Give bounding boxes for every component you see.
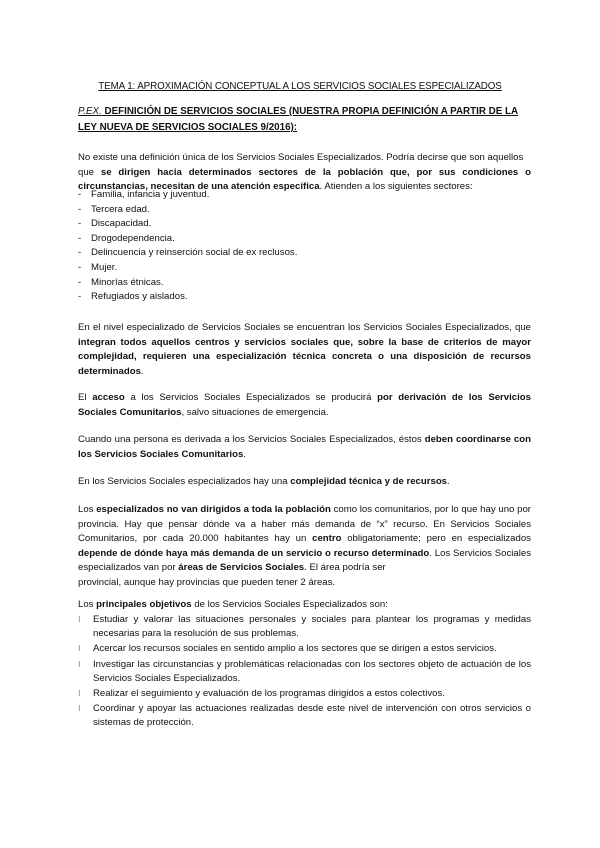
title-text: TEMA 1: APROXIMACIÓN CONCEPTUAL A LOS SERVICIOS SOCIALES ESPECIALIZADOS — [98, 81, 502, 92]
bullet-icon: ⁝ — [78, 615, 81, 624]
bullet-icon: ⁝ — [78, 644, 81, 654]
list-item: - Delincuencia y reinserción social de ex reclusos. — [78, 246, 498, 261]
list-item — [78, 687, 531, 701]
list-item — [78, 658, 531, 686]
objective-text: Realizar el seguimiento y evaluación de los programas dirigidos a estos colectivos. — [93, 688, 445, 700]
paragraph-complejidad — [78, 475, 531, 490]
esp-bold-4: áreas de Servicios Sociales — [178, 562, 305, 574]
heading-text: DEFINICIÓN DE SERVICIOS SOCIALES (NUESTRA PROPIA DEFINICIÓN A PARTIR DE LA LEY NUEVA DE SERVICIOS SOCIALES 9/2016): — [78, 106, 519, 133]
complejidad-text-1: En los Servicios Sociales especializados hay una — [78, 476, 291, 487]
page-title — [0, 81, 600, 92]
acceso-bold-1: acceso — [92, 392, 125, 403]
obj-text-2: de los Servicios Sociales Especializados son: — [191, 599, 388, 610]
intro-text-2: que — [78, 166, 101, 178]
sectors-list — [78, 188, 498, 305]
especializados-body — [78, 503, 531, 576]
derivada-bold: deben coordinarse con los Servicios Sociales Comunitarios — [78, 434, 531, 460]
esp-text-3: obligatoriamente; pero en especializados — [341, 533, 531, 545]
heading-prefix: P.EX. — [78, 106, 102, 117]
list-item: - Mujer. — [78, 261, 498, 276]
especializados-last-line: provincial, aunque hay provincias que pueden tener 2 áreas. — [78, 576, 336, 588]
nivel-bold: integran todos aquellos centros y servicios sociales que, sobre la base de criterios de mayor complejidad, requieren una especialización técnica concreta o una disposición de recursos determinados — [78, 336, 531, 377]
acceso-text-3: , salvo situaciones de emergencia. — [181, 406, 329, 418]
obj-text-1: Los — [78, 599, 97, 610]
intro-text-3: . Atienden a los siguientes sectores: — [319, 181, 473, 193]
acceso-text-1: El — [78, 392, 93, 403]
complejidad-bold: complejidad técnica y de recursos — [290, 476, 448, 487]
paragraph-acceso — [78, 391, 531, 420]
list-item — [78, 642, 531, 656]
objectives-list — [78, 613, 531, 732]
acceso-bold-2: por derivación de los Servicios Sociales Comunitarios — [78, 392, 531, 418]
complejidad-text-2: . — [447, 476, 450, 487]
paragraph-derivada — [78, 433, 531, 462]
nivel-text-1: En el nivel especializado de Servicios Sociales se encuentran los Servicios Sociales Especializados, que — [78, 322, 531, 333]
list-item: - Discapacidad. — [78, 217, 498, 232]
esp-bold-2: centro — [312, 533, 342, 545]
objetivos-intro — [78, 598, 531, 613]
derivada-text-1: Cuando una persona es derivada a los Servicios Sociales Especializados, éstos — [78, 434, 425, 445]
bullet-icon: ⁝ — [78, 704, 81, 714]
esp-bold-3: depende de dónde haya más demanda de un servicio o recurso determinado — [78, 547, 430, 559]
paragraph-nivel — [78, 321, 531, 379]
objective-text: Acercar los recursos sociales en sentido amplio a los sectores que se dirigen a estos servicios. — [93, 643, 497, 655]
intro-line-1: No existe una definición única de los Servicios Sociales Especializados. Podría decirse que son aquellos — [78, 152, 524, 163]
objective-text: Estudiar y valorar las situaciones personales y sociales para plantear los programas y medidas necesarias para la resolución de sus problemas. — [93, 614, 531, 640]
esp-text-1: Los — [78, 504, 97, 515]
esp-text-2: como los comunitarios, por lo que hay uno por provincia. Hay que pensar dónde va a haber más demanda de “x” recurso. En Servicios Sociales Comunitarios, por cada 20.000 habitantes hay un — [78, 504, 532, 545]
objective-text: Investigar las circunstancias y problemáticas relacionadas con los sectores objeto de actuación de los Servicios Sociales Especializados. — [93, 658, 531, 684]
list-item — [78, 613, 531, 641]
esp-bold-1: especializados no van dirigidos a toda la población — [96, 504, 331, 515]
list-item: - Minorías étnicas. — [78, 276, 498, 291]
acceso-text-2: a los Servicios Sociales Especializados se producirá — [124, 392, 378, 403]
list-item: - Tercera edad. — [78, 203, 498, 218]
bullet-icon: ⁝ — [78, 689, 81, 699]
nivel-text-2: . — [140, 365, 144, 377]
list-item: - Familia, infancia y juventud. — [78, 188, 498, 203]
bullet-icon: ⁝ — [78, 659, 81, 669]
intro-bold: se dirigen hacia determinados sectores de la población que, por sus condiciones o circunstancias, necesitan de una atención específica — [78, 166, 531, 193]
list-item: - Refugiados y aislados. — [78, 290, 498, 305]
paragraph-especializados — [78, 503, 531, 591]
esp-text-4: . Los Servicios Sociales especializados van por — [78, 547, 531, 574]
list-item — [78, 702, 531, 730]
objective-text: Coordinar y apoyar las actuaciones realizadas desde este nivel de intervención con otros servicios o sistemas de protección. — [93, 703, 531, 729]
derivada-text-2: . — [243, 448, 246, 460]
esp-text-5: . El área podría ser — [304, 562, 386, 574]
list-item: - Drogodependencia. — [78, 232, 498, 247]
section-heading — [78, 104, 530, 136]
obj-bold: principales objetivos — [96, 599, 192, 610]
